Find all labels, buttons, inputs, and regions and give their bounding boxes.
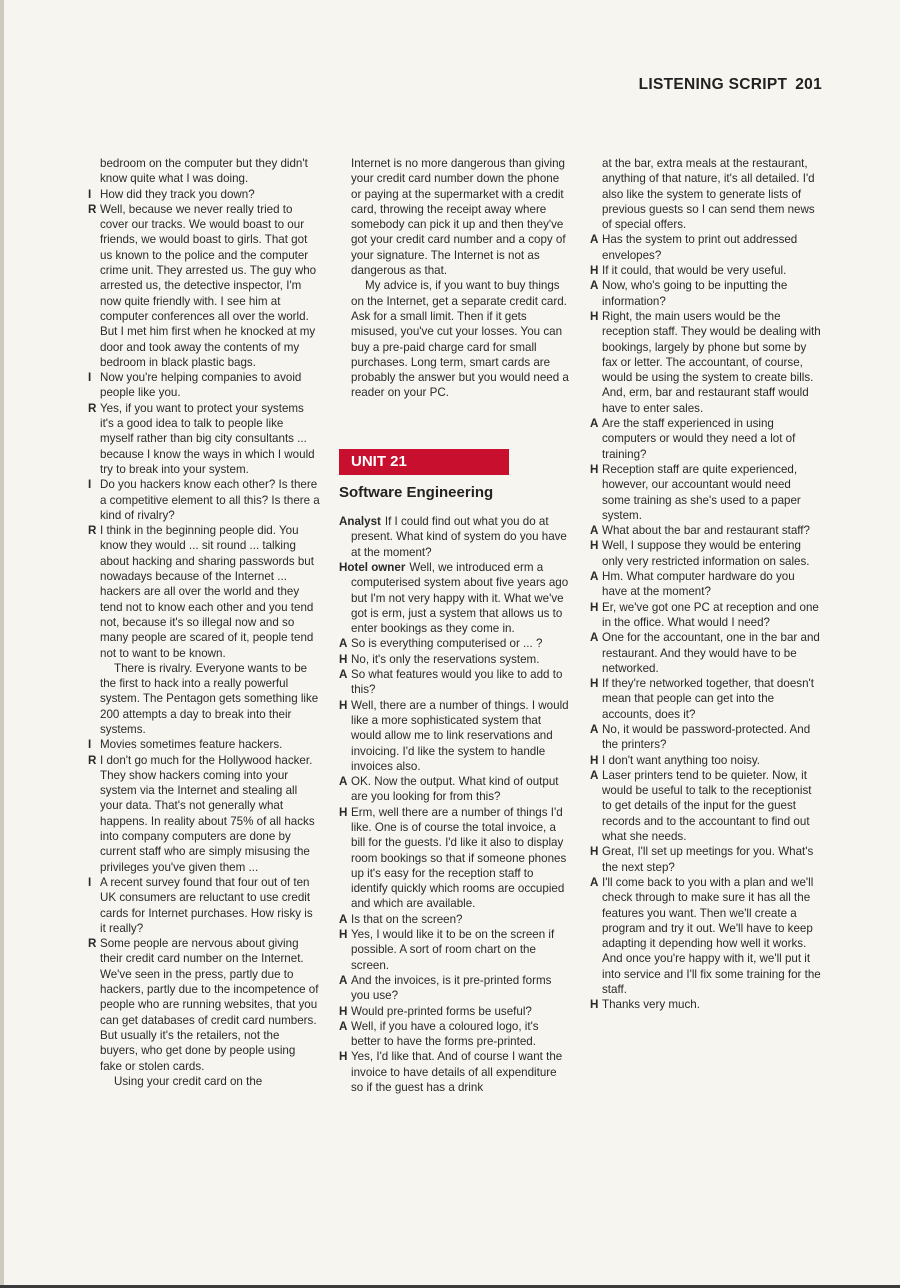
speaker-label: A — [590, 417, 599, 431]
line-text: Well, we introduced erm a computerised system about five years ago but I'm not very happy with it. What we've got is erm, just a system that allows us to enter bookings as they come in. — [351, 560, 569, 636]
script-line — [590, 768, 822, 844]
script-line — [590, 600, 822, 631]
script-line — [88, 737, 320, 752]
script-line — [590, 523, 822, 538]
line-text: No, it's only the reservations system. — [351, 652, 540, 666]
line-text: Do you hackers know each other? Is there a competitive element to all this? Is there a kind of rivalry? — [100, 478, 320, 522]
script-line — [339, 667, 571, 698]
speaker-label: H — [590, 539, 599, 553]
line-text: So is everything computerised or ... ? — [351, 637, 543, 651]
script-line — [339, 652, 571, 667]
speaker-label: H — [590, 753, 599, 767]
speaker-label: H — [590, 998, 599, 1012]
column-2 — [339, 156, 571, 1095]
script-line — [88, 370, 320, 401]
line-text: Has the system to print out addressed envelopes? — [602, 233, 798, 262]
line-text: Internet is no more dangerous than giving your credit card number down the phone or paying at the supermarket with a credit card, throwing the receipt away where somebody can pick it up and then they've got your credit card number and a copy of your signature. The Internet is not as dangerous as that. — [351, 157, 566, 278]
speaker-label: R — [88, 401, 97, 415]
script-line — [339, 1049, 571, 1095]
speaker-label: A — [590, 875, 599, 889]
script-line — [339, 774, 571, 805]
script-line — [88, 401, 320, 477]
line-text: How did they track you down? — [100, 187, 255, 201]
line-text: Thanks very much. — [602, 998, 700, 1012]
line-text: Well, I suppose they would be entering only very restricted information on sales. — [602, 539, 810, 568]
line-text: Using your credit card on the — [114, 1074, 263, 1088]
speaker-label: H — [590, 845, 599, 859]
speaker-label: H — [339, 805, 348, 819]
speaker-label: H — [339, 1050, 348, 1064]
speaker-label: H — [590, 264, 599, 278]
script-line — [339, 156, 571, 278]
script-line — [590, 263, 822, 278]
speaker-label: Hotel owner — [339, 560, 406, 574]
speaker-label: A — [339, 1019, 348, 1033]
speaker-label: H — [590, 677, 599, 691]
line-text: One for the accountant, one in the bar and restaurant. And they would have to be networked. — [602, 631, 820, 675]
unit-title: Software Engineering — [339, 483, 494, 501]
column-2-bottom — [339, 514, 571, 1095]
script-line — [590, 722, 822, 753]
speaker-label: A — [339, 912, 348, 926]
script-line — [590, 676, 822, 722]
line-text: OK. Now the output. What kind of output are you looking for from this? — [351, 775, 559, 804]
speaker-label: A — [590, 768, 599, 782]
script-line — [590, 538, 822, 569]
script-line — [590, 278, 822, 309]
line-text: Well, if you have a coloured logo, it's better to have the forms pre-printed. — [351, 1019, 539, 1049]
script-line — [590, 232, 822, 263]
line-text: Laser printers tend to be quieter. Now, it would be useful to talk to the receptionist to get details of the input for the guest records and to the accountant to find out what she needs. — [602, 768, 812, 844]
line-text: No, it would be password-protected. And the printers? — [602, 722, 811, 752]
script-line — [590, 997, 822, 1012]
speaker-label: R — [88, 202, 97, 216]
column-3 — [590, 156, 822, 1013]
page-left-edge — [0, 0, 4, 1288]
script-line — [339, 698, 571, 774]
line-text: Er, we've got one PC at reception and one in the office. What would I need? — [602, 600, 819, 629]
speaker-label: H — [339, 698, 348, 712]
script-line — [339, 973, 571, 1004]
line-text: at the bar, extra meals at the restaurant, anything of that nature, it's all detailed. I'd also like the system to generate lists of previous guests so I can send them news of special offers. — [602, 157, 815, 232]
speaker-label: H — [590, 600, 599, 614]
line-text: Reception staff are quite experienced, however, our accountant would need some training as she's used to a paper system. — [602, 462, 801, 522]
speaker-label: A — [339, 637, 348, 651]
script-line — [590, 462, 822, 523]
script-line — [339, 912, 571, 927]
speaker-label: I — [88, 738, 92, 752]
speaker-label: A — [339, 775, 348, 789]
speaker-label: A — [590, 570, 599, 584]
script-line — [590, 844, 822, 875]
speaker-label: A — [590, 279, 599, 293]
line-text: I think in the beginning people did. You know they would ... sit round ... talking about hacking and sharing passwords but nowadays because of the Internet ... hackers are all over the world and they tend not to know each other and you tend not, because it's so illegal now and so many people are scared of it, people tend not to want to be known. — [100, 524, 314, 660]
speaker-label: A — [590, 722, 599, 736]
line-text: What about the bar and restaurant staff? — [602, 524, 810, 538]
speaker-label: A — [590, 233, 599, 247]
script-line — [339, 1019, 571, 1050]
script-line — [590, 630, 822, 676]
script-line — [88, 1074, 320, 1089]
line-text: If I could find out what you do at present. What kind of system do you have at the moment? — [351, 515, 567, 559]
unit-banner — [339, 449, 509, 475]
line-text: So what features would you like to add to this? — [351, 668, 563, 697]
speaker-label: H — [339, 928, 348, 942]
script-line — [339, 514, 571, 560]
script-line — [339, 1004, 571, 1019]
line-text: bedroom on the computer but they didn't know quite what I was doing. — [100, 157, 308, 186]
script-line — [590, 416, 822, 462]
script-line — [339, 560, 571, 636]
line-text: If it could, that would be very useful. — [602, 264, 787, 278]
line-text: Are the staff experienced in using computers or would they need a lot of training? — [602, 417, 796, 461]
line-text: Great, I'll set up meetings for you. What's the next step? — [602, 845, 814, 874]
line-text: Is that on the screen? — [351, 912, 463, 926]
speaker-label: A — [590, 631, 599, 645]
line-text: Some people are nervous about giving their credit card number on the Internet. We've seen in the press, partly due to hackers, partly due to the incompetence of people who are running websites, that you can get databases of credit card numbers. But usually it's the retailers, not the buyers, who get done by people using fake or stolen cards. — [100, 937, 319, 1073]
page-number: 201 — [795, 76, 822, 93]
speaker-label: R — [88, 937, 97, 951]
line-text: If they're networked together, that doesn't mean that people can get into the accounts, does it? — [602, 677, 814, 721]
line-text: I don't go much for the Hollywood hacker. They show hackers coming into your system via the Internet and stealing all your data. That's not generally what happens. In reality about 75% of all hacks into company computers are done by current staff who are simply misusing the privileges you've given them ... — [100, 753, 315, 874]
line-text: A recent survey found that four out of ten UK consumers are reluctant to use credit cards for Internet purchases. How risky is it really? — [100, 875, 313, 935]
line-text: And the invoices, is it pre-printed forms you use? — [351, 973, 552, 1003]
line-text: Yes, I'd like that. And of course I want the invoice to have details of all expenditure so if the guest has a drink — [351, 1050, 563, 1095]
line-text: Now, who's going to be inputting the information? — [602, 279, 788, 308]
line-text: Would pre-printed forms be useful? — [351, 1004, 532, 1018]
script-line — [88, 936, 320, 1074]
line-text: I don't want anything too noisy. — [602, 753, 760, 767]
script-line — [88, 187, 320, 202]
script-line — [88, 156, 320, 187]
line-text: Now you're helping companies to avoid people like you. — [100, 371, 302, 400]
speaker-label: H — [590, 309, 599, 323]
line-text: Hm. What computer hardware do you have at the moment? — [602, 570, 795, 599]
script-line — [339, 805, 571, 912]
line-text: Right, the main users would be the reception staff. They would be dealing with bookings, largely by phone but some by fax or letter. The accountant, of course, would be using the system to create bills. And, erm, bar and restaurant staff would have to enter sales. — [602, 309, 821, 415]
column-1 — [88, 156, 320, 1089]
speaker-label: A — [590, 524, 599, 538]
speaker-label: A — [339, 973, 348, 987]
speaker-label: I — [88, 478, 92, 492]
speaker-label: R — [88, 524, 97, 538]
script-line — [590, 753, 822, 768]
line-text: Well, there are a number of things. I would like a more sophisticated system that would allow me to link reservations and invoicing. I'd like the system to handle invoices also. — [351, 698, 569, 773]
speaker-label: H — [339, 652, 348, 666]
line-text: Well, because we never really tried to cover our tracks. We would boast to our friends, we would boast to girls. That got us known to the police and the computer crime unit. They arrested us. The guy who arrested us, the detective inspector, I'm now quite friendly with. I see him at computer conferences all over the world. But I met him first when he knocked at my door and took away the contents of my bedroom in black plastic bags. — [100, 202, 317, 369]
line-text: My advice is, if you want to buy things on the Internet, get a separate credit card. Ask for a small limit. Then if it gets misused, you've cut your losses. You can buy a pre-paid charge card for small purchases. Long term, smart cards are probably the answer but you would need a reader on your PC. — [351, 279, 569, 400]
line-text: Yes, if you want to protect your systems it's a good idea to talk to people like myself rather than big city consultants ... because I know the ways in which I would try to break into your system. — [100, 401, 315, 476]
script-line — [88, 661, 320, 737]
header-title: LISTENING SCRIPT — [638, 76, 788, 93]
unit-label: UNIT 21 — [351, 452, 407, 470]
speaker-label: A — [339, 668, 348, 682]
script-line — [339, 636, 571, 651]
script-line — [88, 477, 320, 523]
speaker-label: Analyst — [339, 515, 381, 529]
line-text: Erm, well there are a number of things I'd like. One is of course the total invoice, a bill for the guests. I'd like it also to display room bookings so that if someone phones up it's easy for the reception staff to identify quickly which rooms are occupied and which are available. — [351, 805, 567, 911]
script-line — [88, 202, 320, 370]
script-line — [88, 523, 320, 661]
script-line — [339, 927, 571, 973]
speaker-label: I — [88, 371, 92, 385]
script-line — [339, 278, 571, 400]
page-header — [639, 76, 822, 94]
speaker-label: I — [88, 187, 92, 201]
speaker-label: I — [88, 875, 92, 889]
script-line — [590, 875, 822, 997]
line-text: Movies sometimes feature hackers. — [100, 738, 283, 752]
script-line — [88, 875, 320, 936]
speaker-label: H — [339, 1004, 348, 1018]
speaker-label: R — [88, 753, 97, 767]
speaker-label: H — [590, 462, 599, 476]
script-line — [590, 569, 822, 600]
line-text: I'll come back to you with a plan and we'll check through to make sure it has all the features you want. Then we'll create a program and try it out. We'll have to keep adapting it depending how well it works. And once you're happy with it, we'll put it into service and I'll fix some training for the staff. — [602, 875, 821, 997]
column-2-top — [339, 156, 571, 401]
line-text: Yes, I would like it to be on the screen if possible. A sort of room chart on the screen. — [351, 928, 555, 972]
line-text: There is rivalry. Everyone wants to be the first to hack into a really powerful system. The Pentagon gets something like 200 attempts a day to break into their systems. — [100, 661, 319, 736]
script-line — [88, 753, 320, 875]
script-line — [590, 156, 822, 232]
script-line — [590, 309, 822, 416]
